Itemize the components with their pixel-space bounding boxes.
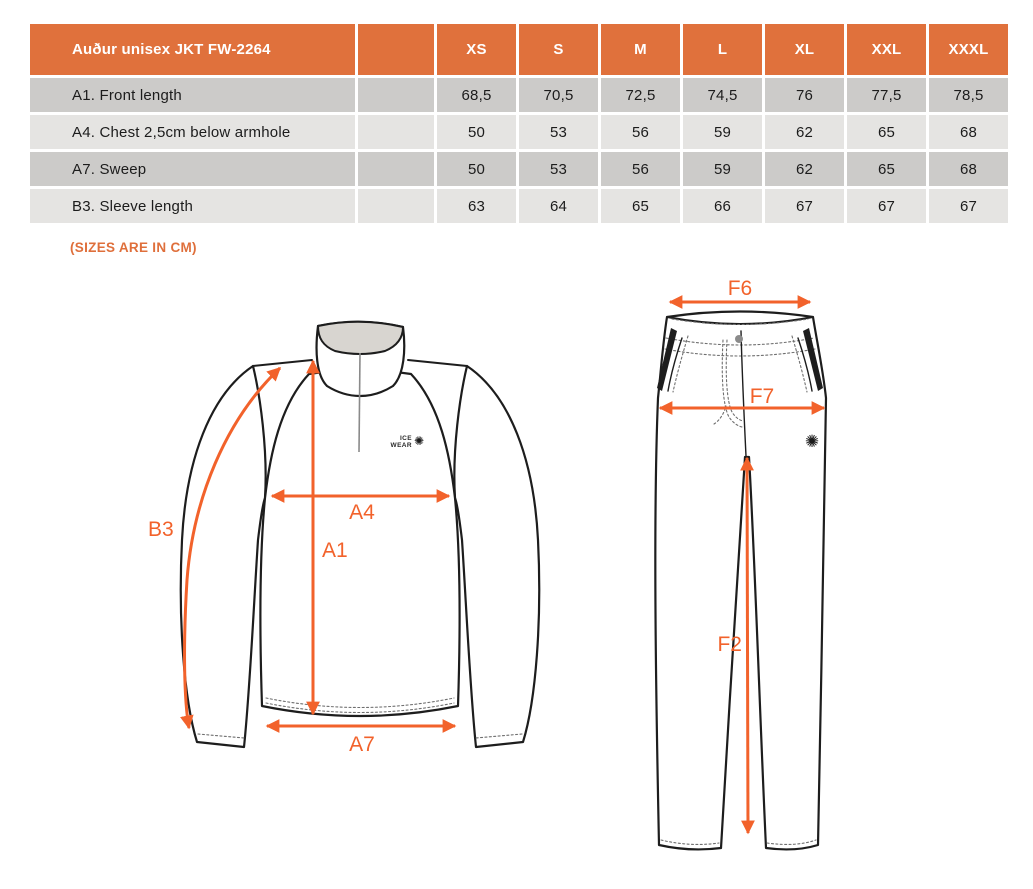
value-cell: 50 (437, 152, 516, 186)
pants-outline (655, 312, 826, 850)
row-spacer (358, 152, 434, 186)
row-label-front-length: A1. Front length (30, 78, 355, 112)
row-label-sweep: A7. Sweep (30, 152, 355, 186)
jacket-left-shoulder-seam (253, 360, 312, 366)
size-table (30, 24, 1008, 223)
value-cell: 62 (765, 152, 844, 186)
jacket-zipper-line (359, 353, 360, 452)
value-cell: 68 (929, 152, 1008, 186)
waist-button (735, 335, 743, 343)
value-cell: 56 (601, 115, 680, 149)
pants-drawing (655, 277, 826, 849)
value-cell: 62 (765, 115, 844, 149)
value-cell: 65 (847, 115, 926, 149)
value-cell: 72,5 (601, 78, 680, 112)
snowflake-icon: ✺ (804, 432, 820, 452)
size-col-header-s: S (519, 24, 598, 75)
value-cell: 59 (683, 115, 762, 149)
sizes-unit-note: (SIZES ARE IN CM) (70, 240, 197, 255)
value-cell: 67 (929, 189, 1008, 223)
a1-label: A1 (322, 539, 348, 562)
measurement-diagrams (0, 265, 1033, 889)
b3-label: B3 (148, 518, 174, 541)
value-cell: 74,5 (683, 78, 762, 112)
value-cell: 68 (929, 115, 1008, 149)
value-cell: 70,5 (519, 78, 598, 112)
row-spacer (358, 78, 434, 112)
jacket-collar-inner (318, 322, 403, 354)
snowflake-icon: ✺ (413, 434, 425, 448)
f7-label: F7 (749, 385, 775, 408)
value-cell: 67 (847, 189, 926, 223)
value-cell: 66 (683, 189, 762, 223)
value-cell: 68,5 (437, 78, 516, 112)
row-spacer (358, 189, 434, 223)
f2-arrow (747, 458, 748, 833)
table-header-spacer (358, 24, 434, 75)
row-label-chest: A4. Chest 2,5cm below armhole (30, 115, 355, 149)
jacket-right-shoulder-seam (408, 360, 467, 366)
a7-label: A7 (349, 733, 375, 756)
value-cell: 50 (437, 115, 516, 149)
size-col-header-l: L (683, 24, 762, 75)
f6-label: F6 (727, 277, 753, 300)
value-cell: 53 (519, 115, 598, 149)
size-col-header-xs: XS (437, 24, 516, 75)
icewear-logo-line2: WEAR (390, 442, 412, 449)
value-cell: 67 (765, 189, 844, 223)
jacket-left-sleeve (181, 366, 266, 747)
f2-label: F2 (717, 633, 742, 656)
value-cell: 59 (683, 152, 762, 186)
value-cell: 63 (437, 189, 516, 223)
size-col-header-xxxl: XXXL (929, 24, 1008, 75)
size-col-header-xl: XL (765, 24, 844, 75)
value-cell: 65 (847, 152, 926, 186)
value-cell: 56 (601, 152, 680, 186)
size-col-header-xxl: XXL (847, 24, 926, 75)
value-cell: 53 (519, 152, 598, 186)
value-cell: 78,5 (929, 78, 1008, 112)
value-cell: 65 (601, 189, 680, 223)
size-col-header-m: M (601, 24, 680, 75)
value-cell: 77,5 (847, 78, 926, 112)
a4-label: A4 (349, 501, 375, 524)
icewear-logo-line1: ICE (399, 435, 412, 442)
jacket-right-sleeve (454, 366, 539, 747)
value-cell: 64 (519, 189, 598, 223)
jacket-drawing (148, 322, 539, 756)
table-title: Auður unisex JKT FW-2264 (30, 24, 355, 75)
row-spacer (358, 115, 434, 149)
value-cell: 76 (765, 78, 844, 112)
row-label-sleeve-length: B3. Sleeve length (30, 189, 355, 223)
